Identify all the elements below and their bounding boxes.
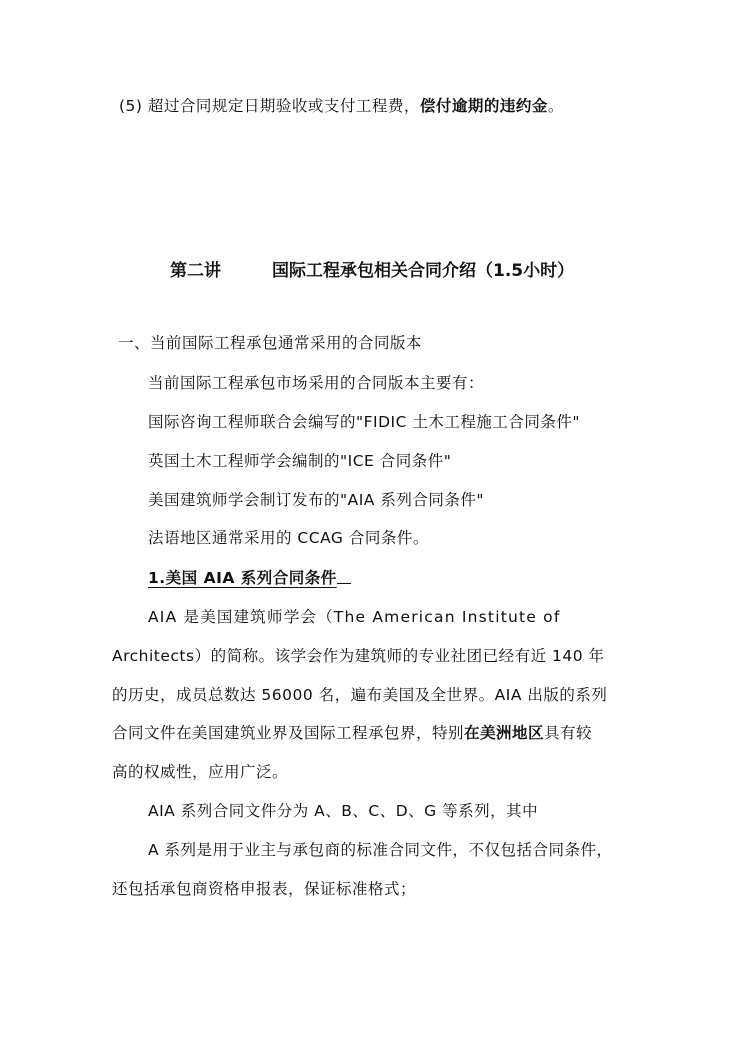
paragraph-line: 还包括承包商资格申报表，保证标准格式；	[112, 880, 417, 898]
subsection-heading-text: 1.美国 AIA 系列合同条件	[148, 569, 337, 587]
paragraph-line: 高的权威性，应用广泛。	[112, 763, 289, 781]
item-5-text: (5) 超过合同规定日期验收或支付工程费，	[119, 97, 420, 115]
lecture-number: 第二讲	[170, 261, 221, 281]
paragraph-line: A 系列是用于业主与承包商的标准合同文件，不仅包括合同条件，	[148, 841, 613, 859]
list-item: 国际咨询工程师联合会编写的"FIDIC 土木工程施工合同条件"	[148, 413, 581, 431]
item-5	[119, 96, 564, 116]
paragraph-line: 的历史，成员总数达 56000 名，遍布美国及全世界。AIA 出版的系列	[112, 686, 608, 704]
subsection-heading	[148, 568, 351, 588]
paragraph-text: 具有较	[544, 724, 593, 742]
paragraph-line: AIA 系列合同文件分为 A、B、C、D、G 等系列，其中	[148, 802, 539, 820]
lecture-name: 国际工程承包相关合同介绍（1.5小时）	[272, 261, 575, 281]
item-5-emphasis: 偿付逾期的违约金	[419, 97, 548, 115]
paragraph-emphasis: 在美洲地区	[464, 724, 545, 742]
section-intro: 当前国际工程承包市场采用的合同版本主要有：	[148, 374, 485, 392]
list-item: 法语地区通常采用的 CCAG 合同条件。	[148, 529, 429, 547]
list-item: 美国建筑师学会制订发布的"AIA 系列合同条件"	[148, 491, 484, 509]
paragraph-line: Architects）的简称。该学会作为建筑师的专业社团已经有近 140 年	[112, 647, 605, 665]
heading-underline	[337, 568, 351, 584]
list-item: 英国土木工程师学会编制的"ICE 合同条件"	[148, 452, 452, 470]
paragraph-text: 合同文件在美国建筑业界及国际工程承包界，特别	[112, 724, 465, 742]
section-heading: 一、当前国际工程承包通常采用的合同版本	[118, 334, 423, 352]
paragraph-line	[112, 723, 592, 743]
item-5-period: 。	[547, 97, 564, 115]
paragraph-line: AIA 是美国建筑师学会（The American Institute of	[148, 608, 561, 626]
